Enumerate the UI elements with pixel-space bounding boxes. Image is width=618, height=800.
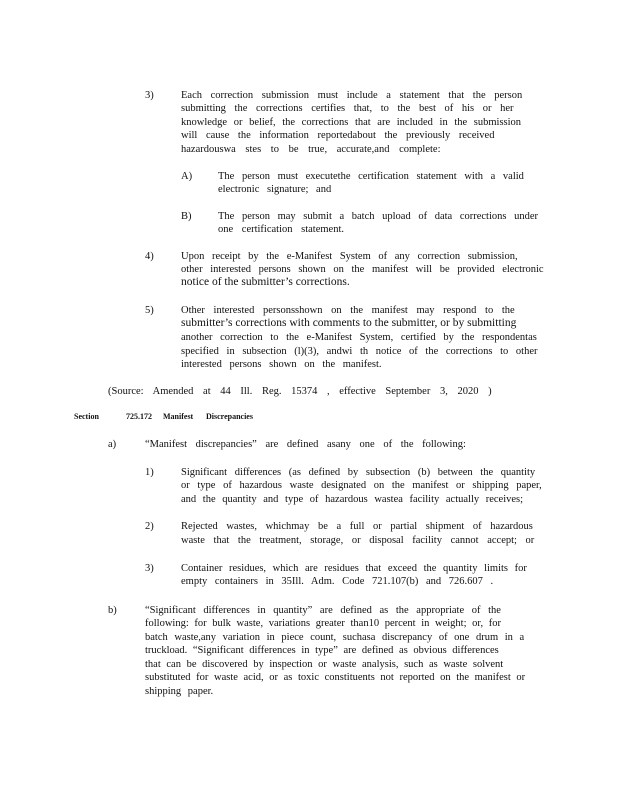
para-b-label: b) — [108, 605, 117, 616]
item-3-sub-a-line: The person must executethe certification statement with a valid — [218, 171, 524, 182]
para-a-item-1-line: Significant differences (as defined by subsection (b) between the quantity — [181, 467, 536, 478]
item-3-line: Each correction submission must include a statement that the person — [181, 90, 523, 101]
item-5-label: 5) — [145, 305, 154, 316]
item-5-line: submitter’s corrections with comments to the submitter, or by submitting — [181, 317, 517, 329]
source-note: (Source: Amended at 44 Ill. Reg. 15374 , effective September 3, 2020 ) — [108, 386, 492, 397]
item-3-label: 3) — [145, 90, 154, 101]
item-5-line: interested persons shown on the manifest. — [181, 359, 382, 370]
para-a-item-1-line: and the quantity and type of hazardous wastea facility actually receives; — [181, 494, 524, 505]
item-4-label: 4) — [145, 251, 154, 262]
item-3-sub-b-line: one certification statement. — [218, 224, 344, 235]
para-b-line: substituted for waste acid, or as toxic constituents not reported on the manifest or — [145, 672, 526, 683]
item-5-line: Other interested personsshown on the manifest may respond to the — [181, 305, 515, 316]
item-5-line: another correction to the e-Manifest System, certified by the respondentas — [181, 332, 537, 343]
para-a-item-3-line: Container residues, which are residues that exceed the quantity limits for — [181, 563, 527, 574]
item-4-line: notice of the submitter’s corrections. — [181, 276, 350, 288]
para-a-text: “Manifest discrepancies” are defined asany one of the following: — [145, 439, 466, 450]
item-3-line: submitting the corrections certifies that, to the best of his or her — [181, 103, 514, 114]
para-b-line: batch waste,any variation in piece count, suchasa discrepancy of one drum in a — [145, 632, 525, 643]
section-title-2: Discrepancies — [206, 412, 253, 421]
item-3-sub-a-label: A) — [181, 171, 193, 182]
para-a-item-3-label: 3) — [145, 563, 154, 574]
section-title: Manifest — [163, 412, 194, 421]
para-a-label: a) — [108, 439, 117, 450]
item-3-line: knowledge or belief, the corrections that are included in the submission — [181, 117, 522, 128]
item-5-line: specified in subsection (l)(3), andwi th notice of the corrections to other — [181, 346, 538, 357]
para-a-item-3-line: empty containers in 35Ill. Adm. Code 721.107(b) and 726.607 . — [181, 576, 494, 587]
para-a-item-2-line: Rejected wastes, whichmay be a full or partial shipment of hazardous — [181, 521, 533, 532]
item-4-line: Upon receipt by the e-Manifest System of any correction submission, — [181, 251, 518, 262]
item-3-line: will cause the information reportedabout the previously received — [181, 130, 495, 141]
para-b-line: following: for bulk waste, variations greater than10 percent in weight; or, for — [145, 618, 501, 629]
para-a-item-1-line: or type of hazardous waste designated on the manifest or shipping paper, — [181, 480, 542, 491]
para-a-item-2-label: 2) — [145, 521, 154, 532]
para-b-line: truckload. “Significant differences in type” are defined as obvious differences — [145, 645, 499, 656]
item-3-sub-a-line: electronic signature; and — [218, 184, 332, 195]
item-4-line: other interested persons shown on the manifest will be provided electronic — [181, 264, 544, 275]
para-b-line: “Significant differences in quantity” are defined as the appropriate of the — [145, 605, 501, 616]
item-3-sub-b-label: B) — [181, 211, 192, 222]
section-number: 725.172 — [126, 412, 152, 421]
para-b-line: shipping paper. — [145, 686, 214, 697]
item-3-line: hazardouswa stes to be true, accurate,and complete: — [181, 144, 441, 155]
section-label: Section — [74, 412, 99, 421]
item-3-sub-b-line: The person may submit a batch upload of data corrections under — [218, 211, 538, 222]
para-b-line: that can be discovered by inspection or waste analysis, such as waste solvent — [145, 659, 504, 670]
para-a-item-1-label: 1) — [145, 467, 154, 478]
para-a-item-2-line: waste that the treatment, storage, or disposal facility cannot accept; or — [181, 535, 535, 546]
